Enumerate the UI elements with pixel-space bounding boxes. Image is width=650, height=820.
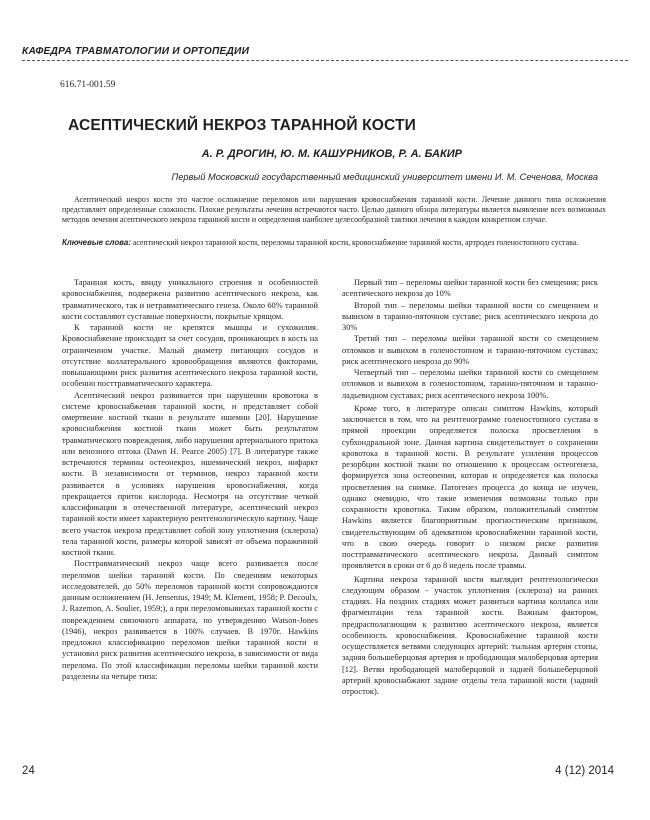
right-paragraph: Четвертый тип – переломы шейки таранной кости со смещением отломков и вывихом в голеностопном, таранно-пяточном и таранно-ладьевидном суставах; риск асептического некроза 100%. (342, 368, 598, 400)
article-authors: А. Р. ДРОГИН, Ю. М. КАШУРНИКОВ, Р. А. БАКИР (201, 148, 462, 160)
udc-code: 616.71-001.59 (60, 80, 116, 90)
left-paragraph: Таранная кость, ввиду уникального строения и особенностей кровоснабжения, подвержена развитию асептического некроза, как травматического, так и нетравматического генеза. Около 60% таранной кости составляют суставные поверхности, покрытые хрящом. (62, 278, 318, 321)
keywords-text: асептический некроз таранной кости, переломы таранной кости, кровоснабжение таранной кости, артродез голеностопного сустава. (130, 238, 579, 247)
running-header: КАФЕДРА ТРАВМАТОЛОГИИ И ОРТОПЕДИИ (22, 46, 250, 57)
issue-label: 4 (12) 2014 (555, 765, 614, 777)
left-paragraph: К таранной кости не крепятся мышцы и сухожилия. Кровоснабжение происходит за счет сосудов, проникающих в кость на ограниченном участке. Малый диаметр питающих сосудов и отсутствие коллатерального кровообращения являются факторами, повышающими риск развития асептического некроза таранной кости, особенно посттравматического характера. (62, 323, 318, 389)
article-title: АСЕПТИЧЕСКИЙ НЕКРОЗ ТАРАННОЙ КОСТИ (68, 117, 416, 134)
right-paragraph: Кроме того, в литературе описан симптом Hawkins, который заключается в том, что на рентгенограмме голеностопного сустава в прямой проекции определяется полоска просветления в субхондральной зоне. Данная картина свидетельствует о сохранении кровотока в таранной кости. В результате усиления процессов резорбции костной ткани по отношению к процессам остеогенеза, формируется зона остеопении, которая и определяется как полоска просветления на снимке. Патогенез процесса до конца не изучен, однако очевидно, что такие изменения возможны только при сохранности кровотока. Таким образом, положительный симптом Hawkins является благоприятным прогностическим признаком, свидетельствующим об адекватном кровоснабжении таранной кости, что в свою очередь говорит о низком риске развития посттравматического асептического некроза. Данный симптом проявляется в сроки от 6 до 8 недель после травмы. (342, 403, 598, 571)
keywords-label: Ключевые слова: (62, 238, 131, 247)
right-column (342, 277, 598, 697)
page-number: 24 (22, 765, 35, 777)
right-paragraph: Второй тип – переломы шейки таранной кости со смещением и вывихом в таранно-пяточном суставе; риск асептического некроза до 30% (342, 300, 598, 332)
left-paragraph: Посттравматический некроз чаще всего развивается после переломов шейки таранной кости. По сведениям некоторых исследователей, до 50% переломов таранной кости сопровождаются данным осложнением (H. Jensenius, 1949; M. Klement, 1958; P. Decoulx, J. Razemon, A. Soulier, 1959;), а при переломовывихах таранной кости с повреждением связочного аппарата, по утверждению Watson-Jones (1946), некроз развивается в 100% случаев. В 1970г. Hawkins предложил классификацию переломов шейки таранной кости и установил риск развития асептического некроза, в зависимости от вида перелома. По этой классификации переломы шейки таранной кости разделены на четыре типа: (62, 559, 318, 681)
left-column (62, 277, 318, 682)
right-paragraph: Первый тип – переломы шейки таранной кости без смещения; риск асептического некроза до 10% (342, 278, 598, 299)
left-paragraph: Асептический некроз развивается при нарушении кровотока в системе кровоснабжения таранной кости, и представляет собой омертвение костной ткани в результате ишемии [20]. Нарушение кровоснабжения костной ткани может быть результатом травматического повреждения, либо нарушения артериального притока или венозного оттока (Dawn H. Pearce 2005) [7]. В литературе также встречаются термины остеонекроз, ишемический некроз, инфаркт кости. В независимости от терминов, некроз таранной кости развивается в условиях нарушения кровоснабжения, когда прекращается приток кислорода. Несмотря на отсутствие четкой классификации в отечественной литературе, асептический некроз таранной кости имеет характерную рентгенологическую картину. Чаще всего участок некроза представляет собой зону уплотнения (склероза) тела таранной кости, размеры которой зависят от объема пораженной костной ткани. (62, 390, 318, 557)
header-divider (22, 60, 628, 61)
abstract: Асептический некроз кости это частое осложнение переломов или нарушения кровоснабжения таранной кости. Лечение данного типа осложнения представляет определенные сложности. Плохие результаты лечения встречаются часто. Целью данного обзора литературы является выявление всех возможных методов лечения асептического некроза таранной кости и определения наиболее целесообразной тактики лечения в каждом конкретном случае. (62, 195, 606, 225)
keywords (62, 238, 606, 248)
right-paragraph: Картина некроза таранной кости выглядит рентгенологически следующим образом - участок уплотнения (склероза) на ранних стадиях. На поздних стадиях может развиться картина коллапса или фрагментации тела таранной кости. Важным фактором, предрасполагающим к развитию асептического некроза, является особенность кровоснабжения. Кровоснабжение таранной кости осуществляется ветвями следующих артерий: тыльная артерия стопы, задняя большеберцовая артерия и прободающая малоберцовая артерия [12]. Ветви прободающей малоберцовой и задней большеберцовой артерий кровоснабжают задние отделы тела таранной кости (задний отросток). (342, 574, 598, 696)
right-paragraph: Третий тип – переломы шейки таранной кости со смещением отломков и вывихом в голеностопном и таранно-пяточном суставах; риск асептического некроза до 90% (342, 334, 598, 366)
author-affiliation: Первый Московский государственный медицинский университет имени И. М. Сеченова, Москва (171, 172, 598, 182)
